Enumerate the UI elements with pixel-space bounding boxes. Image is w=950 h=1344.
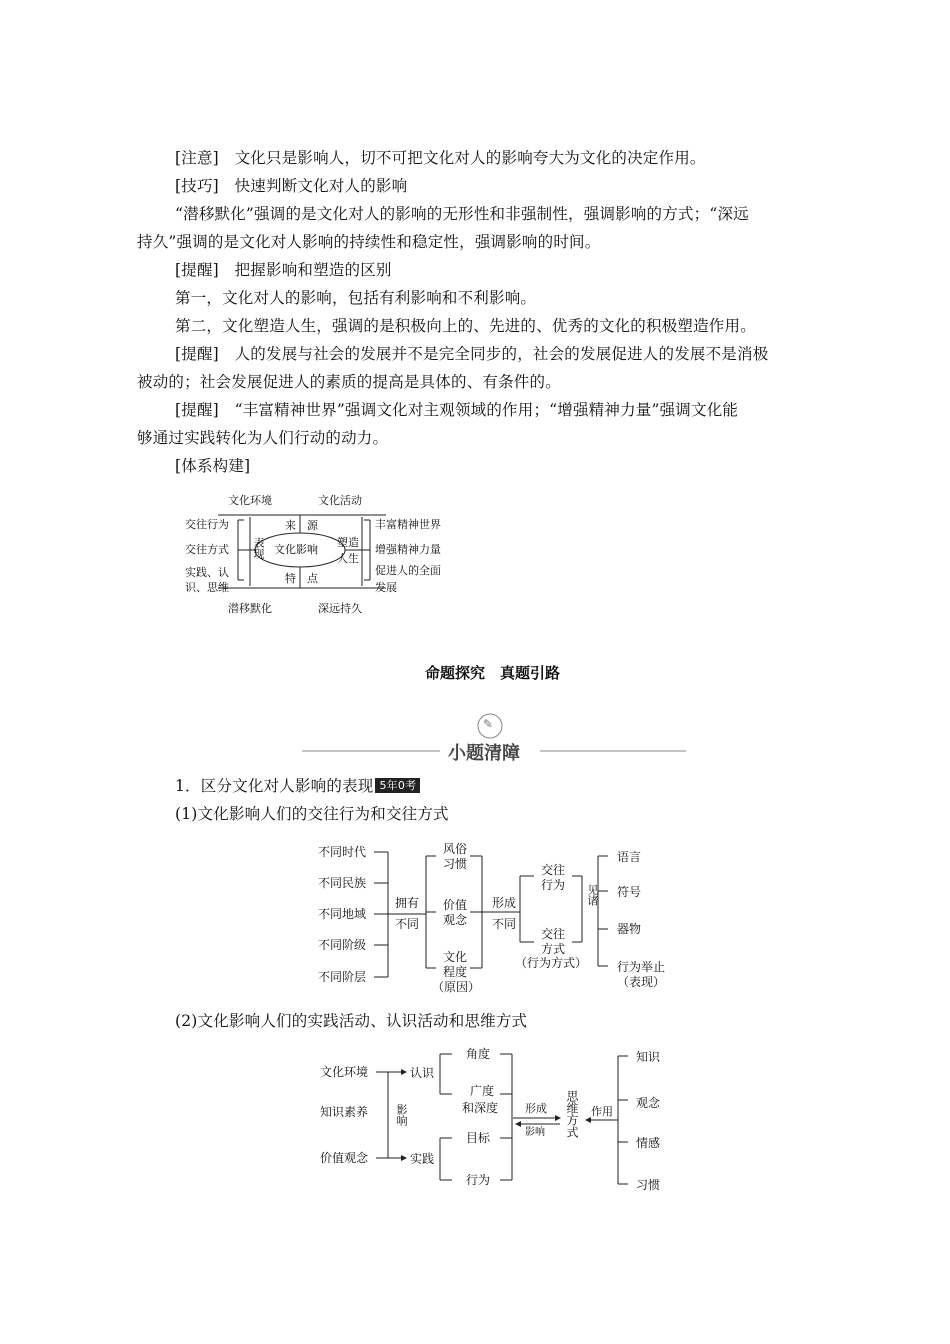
cognition-item: 角度: [466, 1047, 491, 1061]
manifest-item: 行为举止: [617, 960, 666, 974]
manifest-item: 语言: [617, 850, 642, 864]
link-different: 不同: [395, 917, 420, 931]
tip-body-line-1: “潜移默化”强调的是文化对人的影响的无形性和非强制性，强调影响的方式；“深远: [175, 205, 749, 223]
arrow-form-label: 形成: [525, 1102, 547, 1115]
group-label: 不同民族: [318, 876, 367, 890]
system-source-label-1: 来: [285, 519, 296, 532]
system-right-item: 促进人的全面: [375, 564, 441, 577]
exam-frequency-badge: 5年0考: [375, 778, 420, 793]
system-source-label-2: 源: [307, 519, 318, 532]
system-tag: [体系构建]: [175, 457, 251, 475]
remind1-point-1: 第一，文化对人的影响，包括有利影响和不利影响。: [175, 289, 537, 307]
act-label: 作用: [591, 1105, 613, 1118]
remind1-title: 把握影响和塑造的区别: [234, 261, 392, 279]
cognition-item: 和深度: [462, 1101, 499, 1115]
system-bottom-left: 潜移默化: [228, 602, 272, 615]
culture-level-label-1: 文化: [443, 950, 468, 964]
link-form: 形成: [492, 896, 517, 910]
section-title: 命题探究 真题引路: [425, 664, 561, 682]
remind3-line-2: 够通过实践转化为人们行动的动力。: [137, 429, 389, 447]
system-feature-label-2: 点: [307, 572, 318, 585]
link-have: 拥有: [395, 896, 420, 910]
behavior-label-1: 交往: [541, 863, 566, 877]
system-top-left: 文化环境: [228, 494, 272, 507]
remind3-text-1: “丰富精神世界”强调文化对主观领域的作用；“增强精神力量”强调文化能: [234, 401, 739, 419]
group-label: 不同地域: [318, 907, 367, 921]
tip-title: 快速判断文化对人的影响: [234, 177, 408, 195]
group-label: 不同阶层: [318, 970, 367, 984]
thinking-factor: 知识: [636, 1050, 661, 1064]
system-feature-label-1: 特: [285, 572, 296, 585]
note-attention-text: 文化只是影响人，切不可把文化对人的影响夸大为文化的决定作用。: [234, 149, 706, 167]
system-right-label-1: 塑造: [337, 536, 359, 549]
cognition-label: 认识: [410, 1066, 435, 1080]
group-label: 不同时代: [318, 845, 367, 859]
group-label: 不同阶级: [318, 938, 367, 952]
system-right-label-2: 人生: [337, 552, 359, 565]
tip-tag: [技巧]: [175, 177, 219, 195]
factor-item: 价值观念: [320, 1151, 369, 1165]
link-different-2: 不同: [492, 917, 517, 931]
culture-level-label-2: 程度: [443, 965, 468, 979]
thinking-factor: 习惯: [636, 1178, 661, 1192]
behavior-manner-label: （行为方式）: [515, 956, 588, 970]
behavior-label-2: 行为: [541, 878, 566, 892]
manifest-note: （表现）: [617, 975, 666, 989]
manifest-item: 器物: [617, 922, 642, 936]
custom-label-2: 习惯: [443, 857, 468, 871]
tip-body-line-2: 持久”强调的是文化对人影响的持续性和稳定性，强调影响的时间。: [137, 233, 601, 251]
remind3-tag: [提醒]: [175, 401, 219, 419]
system-right-item: 发展: [375, 581, 397, 594]
factor-item: 知识素养: [320, 1105, 369, 1119]
custom-label-1: 风俗: [443, 842, 468, 856]
practice-item: 行为: [466, 1173, 491, 1187]
banner-title: 小题清障: [448, 743, 520, 764]
remind1-point-2: 第二，文化塑造人生，强调的是积极向上的、先进的、优秀的文化的积极塑造作用。: [175, 317, 756, 335]
remind2-tag: [提醒]: [175, 345, 219, 363]
practice-item: 目标: [466, 1131, 491, 1145]
values-label-2: 观念: [443, 913, 468, 927]
subsection-2-title: (2)文化影响人们的实践活动、认识活动和思维方式: [175, 1012, 528, 1030]
thinking-factor: 观念: [636, 1096, 661, 1110]
practice-label: 实践: [410, 1152, 435, 1166]
factor-item: 文化环境: [320, 1065, 369, 1079]
thinking-factor: 情感: [636, 1136, 661, 1150]
thinking-mode-label: 思维方式: [565, 1090, 579, 1138]
system-left-item: 交往方式: [185, 543, 229, 556]
manner-label-2: 方式: [541, 942, 566, 956]
arrow-influence-label: 影响: [525, 1127, 545, 1138]
influence-label: 影响: [395, 1104, 408, 1126]
manner-label-1: 交往: [541, 927, 566, 941]
subsection-1-title: (1)文化影响人们的交往行为和交往方式: [175, 805, 449, 823]
remind2-line-2: 被动的；社会发展促进人的素质的提高是具体的、有条件的。: [137, 373, 561, 391]
system-left-item: 交往行为: [185, 518, 229, 531]
system-right-item: 丰富精神世界: [375, 518, 441, 531]
pencil-icon: ✎: [483, 717, 494, 731]
system-right-item: 增强精神力量: [375, 543, 441, 556]
manifest-item: 符号: [617, 885, 642, 899]
cognition-item: 广度: [470, 1084, 495, 1098]
system-top-right: 文化活动: [318, 494, 362, 507]
reason-label: （原因）: [432, 980, 481, 994]
link-manifest: 见诸: [586, 884, 599, 906]
remind1-tag: [提醒]: [175, 261, 219, 279]
system-left-item: 实践、认: [185, 566, 229, 579]
system-bottom-right: 深远持久: [318, 602, 362, 615]
remind2-text-1: 人的发展与社会的发展并不是完全同步的，社会的发展促进人的发展不是消极: [234, 345, 769, 363]
values-label-1: 价值: [443, 898, 468, 912]
system-left-label: 表现: [252, 537, 265, 559]
system-center: 文化影响: [274, 543, 318, 556]
question-1-text: 1．区分文化对人影响的表现: [175, 777, 374, 795]
note-attention-tag: [注意]: [175, 149, 219, 167]
system-left-item: 识、思维: [185, 581, 229, 594]
